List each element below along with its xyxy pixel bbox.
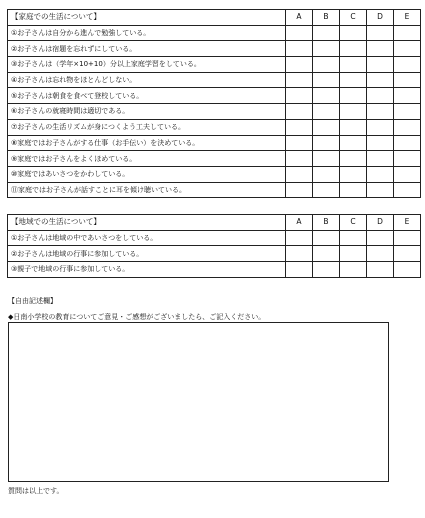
answer-cell-a[interactable] bbox=[286, 262, 313, 278]
scale-label-c: C bbox=[340, 10, 367, 26]
answer-cell-e[interactable] bbox=[394, 182, 421, 198]
answer-cell-c[interactable] bbox=[340, 119, 367, 135]
answer-cell-c[interactable] bbox=[340, 72, 367, 88]
answer-cell-d[interactable] bbox=[367, 88, 394, 104]
answer-cell-d[interactable] bbox=[367, 25, 394, 41]
question-row bbox=[8, 72, 421, 88]
question-row bbox=[8, 104, 421, 120]
answer-cell-a[interactable] bbox=[286, 57, 313, 73]
question-text: ⑩家庭ではあいさつをかわしている。 bbox=[8, 166, 286, 182]
question-text: ①お子さんは地域の中であいさつをしている。 bbox=[8, 230, 286, 246]
answer-cell-b[interactable] bbox=[313, 135, 340, 151]
answer-cell-b[interactable] bbox=[313, 25, 340, 41]
question-row bbox=[8, 230, 421, 246]
scale-label-d: D bbox=[367, 215, 394, 231]
answer-cell-a[interactable] bbox=[286, 25, 313, 41]
question-row bbox=[8, 57, 421, 73]
answer-cell-a[interactable] bbox=[286, 104, 313, 120]
home-life-header-row bbox=[8, 10, 421, 26]
answer-cell-a[interactable] bbox=[286, 246, 313, 262]
question-row bbox=[8, 262, 421, 278]
answer-cell-e[interactable] bbox=[394, 57, 421, 73]
question-row bbox=[8, 88, 421, 104]
answer-cell-c[interactable] bbox=[340, 25, 367, 41]
answer-cell-d[interactable] bbox=[367, 72, 394, 88]
answer-cell-d[interactable] bbox=[367, 246, 394, 262]
answer-cell-c[interactable] bbox=[340, 151, 367, 167]
answer-cell-b[interactable] bbox=[313, 57, 340, 73]
answer-cell-b[interactable] bbox=[313, 182, 340, 198]
question-text: ⑧家庭ではお子さんがする仕事（お手伝い）を決めている。 bbox=[8, 135, 286, 151]
answer-cell-b[interactable] bbox=[313, 230, 340, 246]
scale-label-d: D bbox=[367, 10, 394, 26]
home-life-table bbox=[7, 9, 421, 198]
answer-cell-c[interactable] bbox=[340, 88, 367, 104]
answer-cell-a[interactable] bbox=[286, 72, 313, 88]
answer-cell-e[interactable] bbox=[394, 166, 421, 182]
answer-cell-e[interactable] bbox=[394, 151, 421, 167]
community-life-header-row bbox=[8, 215, 421, 231]
scale-label-e: E bbox=[394, 10, 421, 26]
answer-cell-d[interactable] bbox=[367, 119, 394, 135]
answer-cell-a[interactable] bbox=[286, 135, 313, 151]
answer-cell-a[interactable] bbox=[286, 230, 313, 246]
answer-cell-b[interactable] bbox=[313, 151, 340, 167]
home-life-title: 【家庭での生活について】 bbox=[8, 10, 286, 26]
answer-cell-a[interactable] bbox=[286, 41, 313, 57]
answer-cell-e[interactable] bbox=[394, 262, 421, 278]
question-text: ②お子さんは宿題を忘れずにしている。 bbox=[8, 41, 286, 57]
question-text: ⑦お子さんの生活リズムが身につくよう工夫している。 bbox=[8, 119, 286, 135]
answer-cell-c[interactable] bbox=[340, 182, 367, 198]
question-row bbox=[8, 182, 421, 198]
answer-cell-a[interactable] bbox=[286, 88, 313, 104]
question-text: ⑥お子さんの就寝時間は適切である。 bbox=[8, 104, 286, 120]
question-text: ⑨家庭ではお子さんをよくほめている。 bbox=[8, 151, 286, 167]
answer-cell-c[interactable] bbox=[340, 57, 367, 73]
free-description-box[interactable] bbox=[8, 322, 389, 482]
answer-cell-d[interactable] bbox=[367, 262, 394, 278]
question-row bbox=[8, 246, 421, 262]
community-life-table bbox=[7, 214, 421, 278]
answer-cell-a[interactable] bbox=[286, 166, 313, 182]
question-text: ③お子さんは（学年×10+10）分以上家庭学習をしている。 bbox=[8, 57, 286, 73]
answer-cell-d[interactable] bbox=[367, 135, 394, 151]
answer-cell-b[interactable] bbox=[313, 41, 340, 57]
answer-cell-c[interactable] bbox=[340, 104, 367, 120]
answer-cell-b[interactable] bbox=[313, 104, 340, 120]
community-life-title: 【地域での生活について】 bbox=[8, 215, 286, 231]
free-description-instruction: ◆日南小学校の教育についてご意見・ご感想がございましたら、ご記入ください。 bbox=[8, 313, 266, 321]
question-row bbox=[8, 119, 421, 135]
scale-label-a: A bbox=[286, 10, 313, 26]
scale-label-b: B bbox=[313, 215, 340, 231]
answer-cell-e[interactable] bbox=[394, 88, 421, 104]
answer-cell-b[interactable] bbox=[313, 88, 340, 104]
answer-cell-e[interactable] bbox=[394, 72, 421, 88]
answer-cell-c[interactable] bbox=[340, 135, 367, 151]
answer-cell-e[interactable] bbox=[394, 135, 421, 151]
question-text: ③親子で地域の行事に参加している。 bbox=[8, 262, 286, 278]
question-row bbox=[8, 151, 421, 167]
scale-label-e: E bbox=[394, 215, 421, 231]
answer-cell-c[interactable] bbox=[340, 166, 367, 182]
answer-cell-d[interactable] bbox=[367, 41, 394, 57]
question-text: ④お子さんは忘れ物をほとんどしない。 bbox=[8, 72, 286, 88]
answer-cell-b[interactable] bbox=[313, 72, 340, 88]
answer-cell-a[interactable] bbox=[286, 182, 313, 198]
answer-cell-d[interactable] bbox=[367, 151, 394, 167]
answer-cell-c[interactable] bbox=[340, 246, 367, 262]
question-row bbox=[8, 166, 421, 182]
question-text: ①お子さんは自分から進んで勉強している。 bbox=[8, 25, 286, 41]
answer-cell-b[interactable] bbox=[313, 119, 340, 135]
answer-cell-d[interactable] bbox=[367, 104, 394, 120]
closing-text: 質問は以上です。 bbox=[8, 487, 64, 495]
answer-cell-c[interactable] bbox=[340, 230, 367, 246]
answer-cell-e[interactable] bbox=[394, 41, 421, 57]
answer-cell-b[interactable] bbox=[313, 262, 340, 278]
question-text: ⑪家庭ではお子さんが話すことに耳を傾け聴いている。 bbox=[8, 182, 286, 198]
answer-cell-c[interactable] bbox=[340, 262, 367, 278]
answer-cell-b[interactable] bbox=[313, 166, 340, 182]
answer-cell-a[interactable] bbox=[286, 119, 313, 135]
answer-cell-e[interactable] bbox=[394, 25, 421, 41]
scale-label-a: A bbox=[286, 215, 313, 231]
answer-cell-e[interactable] bbox=[394, 104, 421, 120]
free-description-title: 【自由記述欄】 bbox=[8, 297, 57, 305]
question-row bbox=[8, 41, 421, 57]
answer-cell-d[interactable] bbox=[367, 57, 394, 73]
question-row bbox=[8, 135, 421, 151]
answer-cell-e[interactable] bbox=[394, 230, 421, 246]
scale-label-c: C bbox=[340, 215, 367, 231]
answer-cell-c[interactable] bbox=[340, 41, 367, 57]
answer-cell-d[interactable] bbox=[367, 182, 394, 198]
scale-label-b: B bbox=[313, 10, 340, 26]
answer-cell-a[interactable] bbox=[286, 151, 313, 167]
question-row bbox=[8, 25, 421, 41]
answer-cell-d[interactable] bbox=[367, 166, 394, 182]
answer-cell-d[interactable] bbox=[367, 230, 394, 246]
question-text: ②お子さんは地域の行事に参加している。 bbox=[8, 246, 286, 262]
question-text: ⑤お子さんは朝食を食べて登校している。 bbox=[8, 88, 286, 104]
answer-cell-b[interactable] bbox=[313, 246, 340, 262]
answer-cell-e[interactable] bbox=[394, 246, 421, 262]
answer-cell-e[interactable] bbox=[394, 119, 421, 135]
